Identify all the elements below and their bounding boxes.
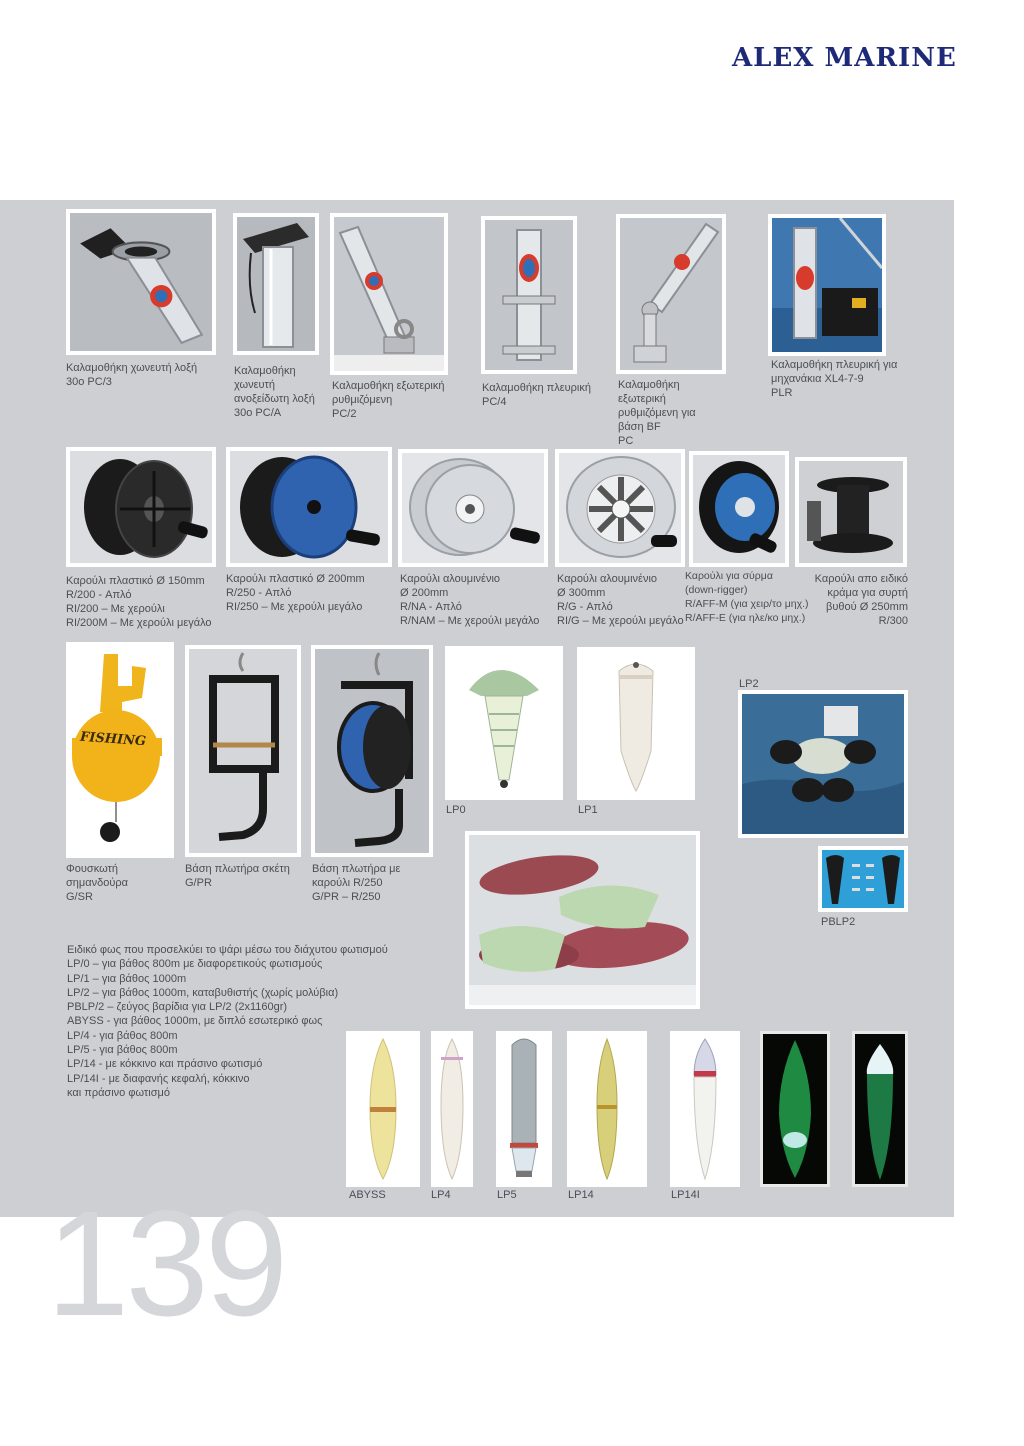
buoy-label: FISHING	[79, 729, 147, 750]
light-lp5-label: LP5	[497, 1189, 517, 1201]
reel-r200-photo	[66, 447, 216, 567]
light-green-glow-photo	[760, 1031, 830, 1187]
light-lp2-label: LP2	[739, 678, 759, 690]
light-lp1-photo	[577, 647, 695, 800]
reel-rna-photo	[398, 449, 548, 567]
light-abyss-photo	[346, 1031, 420, 1187]
rod-holder-pc3-photo	[66, 209, 216, 355]
buoy-gsr-photo	[66, 642, 174, 858]
float-base-gpr250-caption: Βάση πλωτήρα με καρούλι R/250 G/PR – R/250	[312, 863, 401, 903]
float-base-gpr-caption: Βάση πλωτήρα σκέτη G/PR	[185, 863, 290, 889]
rod-holder-pc2-photo	[330, 213, 448, 375]
reel-r300-photo	[795, 457, 907, 567]
float-base-gpr250-photo	[311, 645, 433, 857]
light-lp14-photo	[567, 1031, 647, 1187]
light-lp0-label: LP0	[446, 804, 466, 816]
lights-description: Ειδικό φως που προσελκύει το ψάρι μέσω του διάχυτου φωτισμού LP/0 – για βάθος 800m με διαφορετικούς φωτισμούς LP/1 – για βάθος 1000m LP/2 – για βάθος 1000m, καταβυθιστής (χωρίς μολύβια) PBLP/2 – ζεύγος βαρίδια για LP/2 (2x1160gr) ABYSS - για βάθος 1000m, με διπλό εσωτερικό φως LP/4 - για βάθος 800m LP/5 - για βάθος 800m LP/14 - με κόκκινο και πράσινο φωτισμό LP/14I - με διαφανής κεφαλή, κόκκινο και πράσινο φωτισμό	[67, 944, 388, 1099]
light-lp0-photo	[445, 646, 563, 800]
rod-holder-pc-photo	[616, 214, 726, 374]
reel-rg-caption: Καρούλι αλουμινένιο Ø 300mm R/G - Απλό RI/G – Με χερούλι μεγάλο	[557, 573, 684, 627]
light-lp14i-photo	[670, 1031, 740, 1187]
rod-holder-pc4-photo	[481, 216, 577, 374]
brand-name: ALEX MARINE	[732, 43, 957, 73]
light-lp5-photo	[496, 1031, 552, 1187]
reel-raff-caption: Καρούλι για σύρμα (down-rigger) R/AFF-M (για χειρ/το μηχ.) R/AFF-E (για ηλε/κο μηχ.)	[685, 570, 809, 624]
page-number: 139	[46, 1179, 285, 1347]
light-lp2-photo	[738, 690, 908, 838]
reel-rna-caption: Καρούλι αλουμινένιο Ø 200mm R/NA - Απλό R/NAM – Με χερούλι μεγάλο	[400, 573, 540, 627]
reel-r300-caption: Καρούλι απο ειδικό κράμα για συρτή βυθού Ø 250mm R/300	[814, 573, 908, 627]
reel-r200-caption: Καρούλι πλαστικό Ø 150mm R/200 - Απλό RI/200 – Με χερούλι RI/200M – Με χερούλι μεγάλο	[66, 575, 212, 629]
light-white-glow-photo	[852, 1031, 908, 1187]
reel-rg-photo	[555, 449, 685, 567]
reel-r250-photo	[226, 447, 392, 567]
rod-holder-plr-caption: Καλαμοθήκη πλευρική για μηχανάκια XL4-7-9 PLR	[771, 359, 898, 399]
reel-r250-caption: Καρούλι πλαστικό Ø 200mm R/250 - Απλό RI/250 – Με χερούλι μεγάλο	[226, 573, 365, 613]
rod-holder-plr-photo	[768, 214, 886, 356]
reel-raff-photo	[689, 451, 789, 567]
rod-holder-pc-caption: Καλαμοθήκη εξωτερική ρυθμιζόμενη για βάση BF PC	[618, 379, 696, 447]
rod-holder-pc4-caption: Καλαμοθήκη πλευρική PC/4	[482, 382, 591, 408]
light-abyss-label: ABYSS	[349, 1189, 386, 1201]
float-base-gpr-photo	[185, 645, 301, 857]
light-lp14-label: LP14	[568, 1189, 594, 1201]
brand-logo	[726, 30, 956, 86]
light-lp1-label: LP1	[578, 804, 598, 816]
rod-holder-pca-photo	[233, 213, 319, 355]
rod-holder-pc3-caption: Καλαμοθήκη χωνευτή λοξή 30ο PC/3	[66, 362, 198, 388]
light-lp14i-label: LP14I	[671, 1189, 700, 1201]
weights-pblp2-label: PBLP2	[821, 916, 856, 928]
buoy-gsr-caption: Φουσκωτή σημανδούρα G/SR	[66, 863, 128, 903]
rod-holder-pc2-caption: Καλαμοθήκη εξωτερική ρυθμιζόμενη PC/2	[332, 380, 445, 420]
squid-catch-photo	[465, 831, 700, 1009]
light-lp4-photo	[431, 1031, 473, 1187]
weights-pblp2-photo	[818, 846, 908, 912]
light-lp4-label: LP4	[431, 1189, 451, 1201]
rod-holder-pca-caption: Καλαμοθήκη χωνευτή ανοξείδωτη λοξή 30ο PC/A	[234, 365, 315, 419]
